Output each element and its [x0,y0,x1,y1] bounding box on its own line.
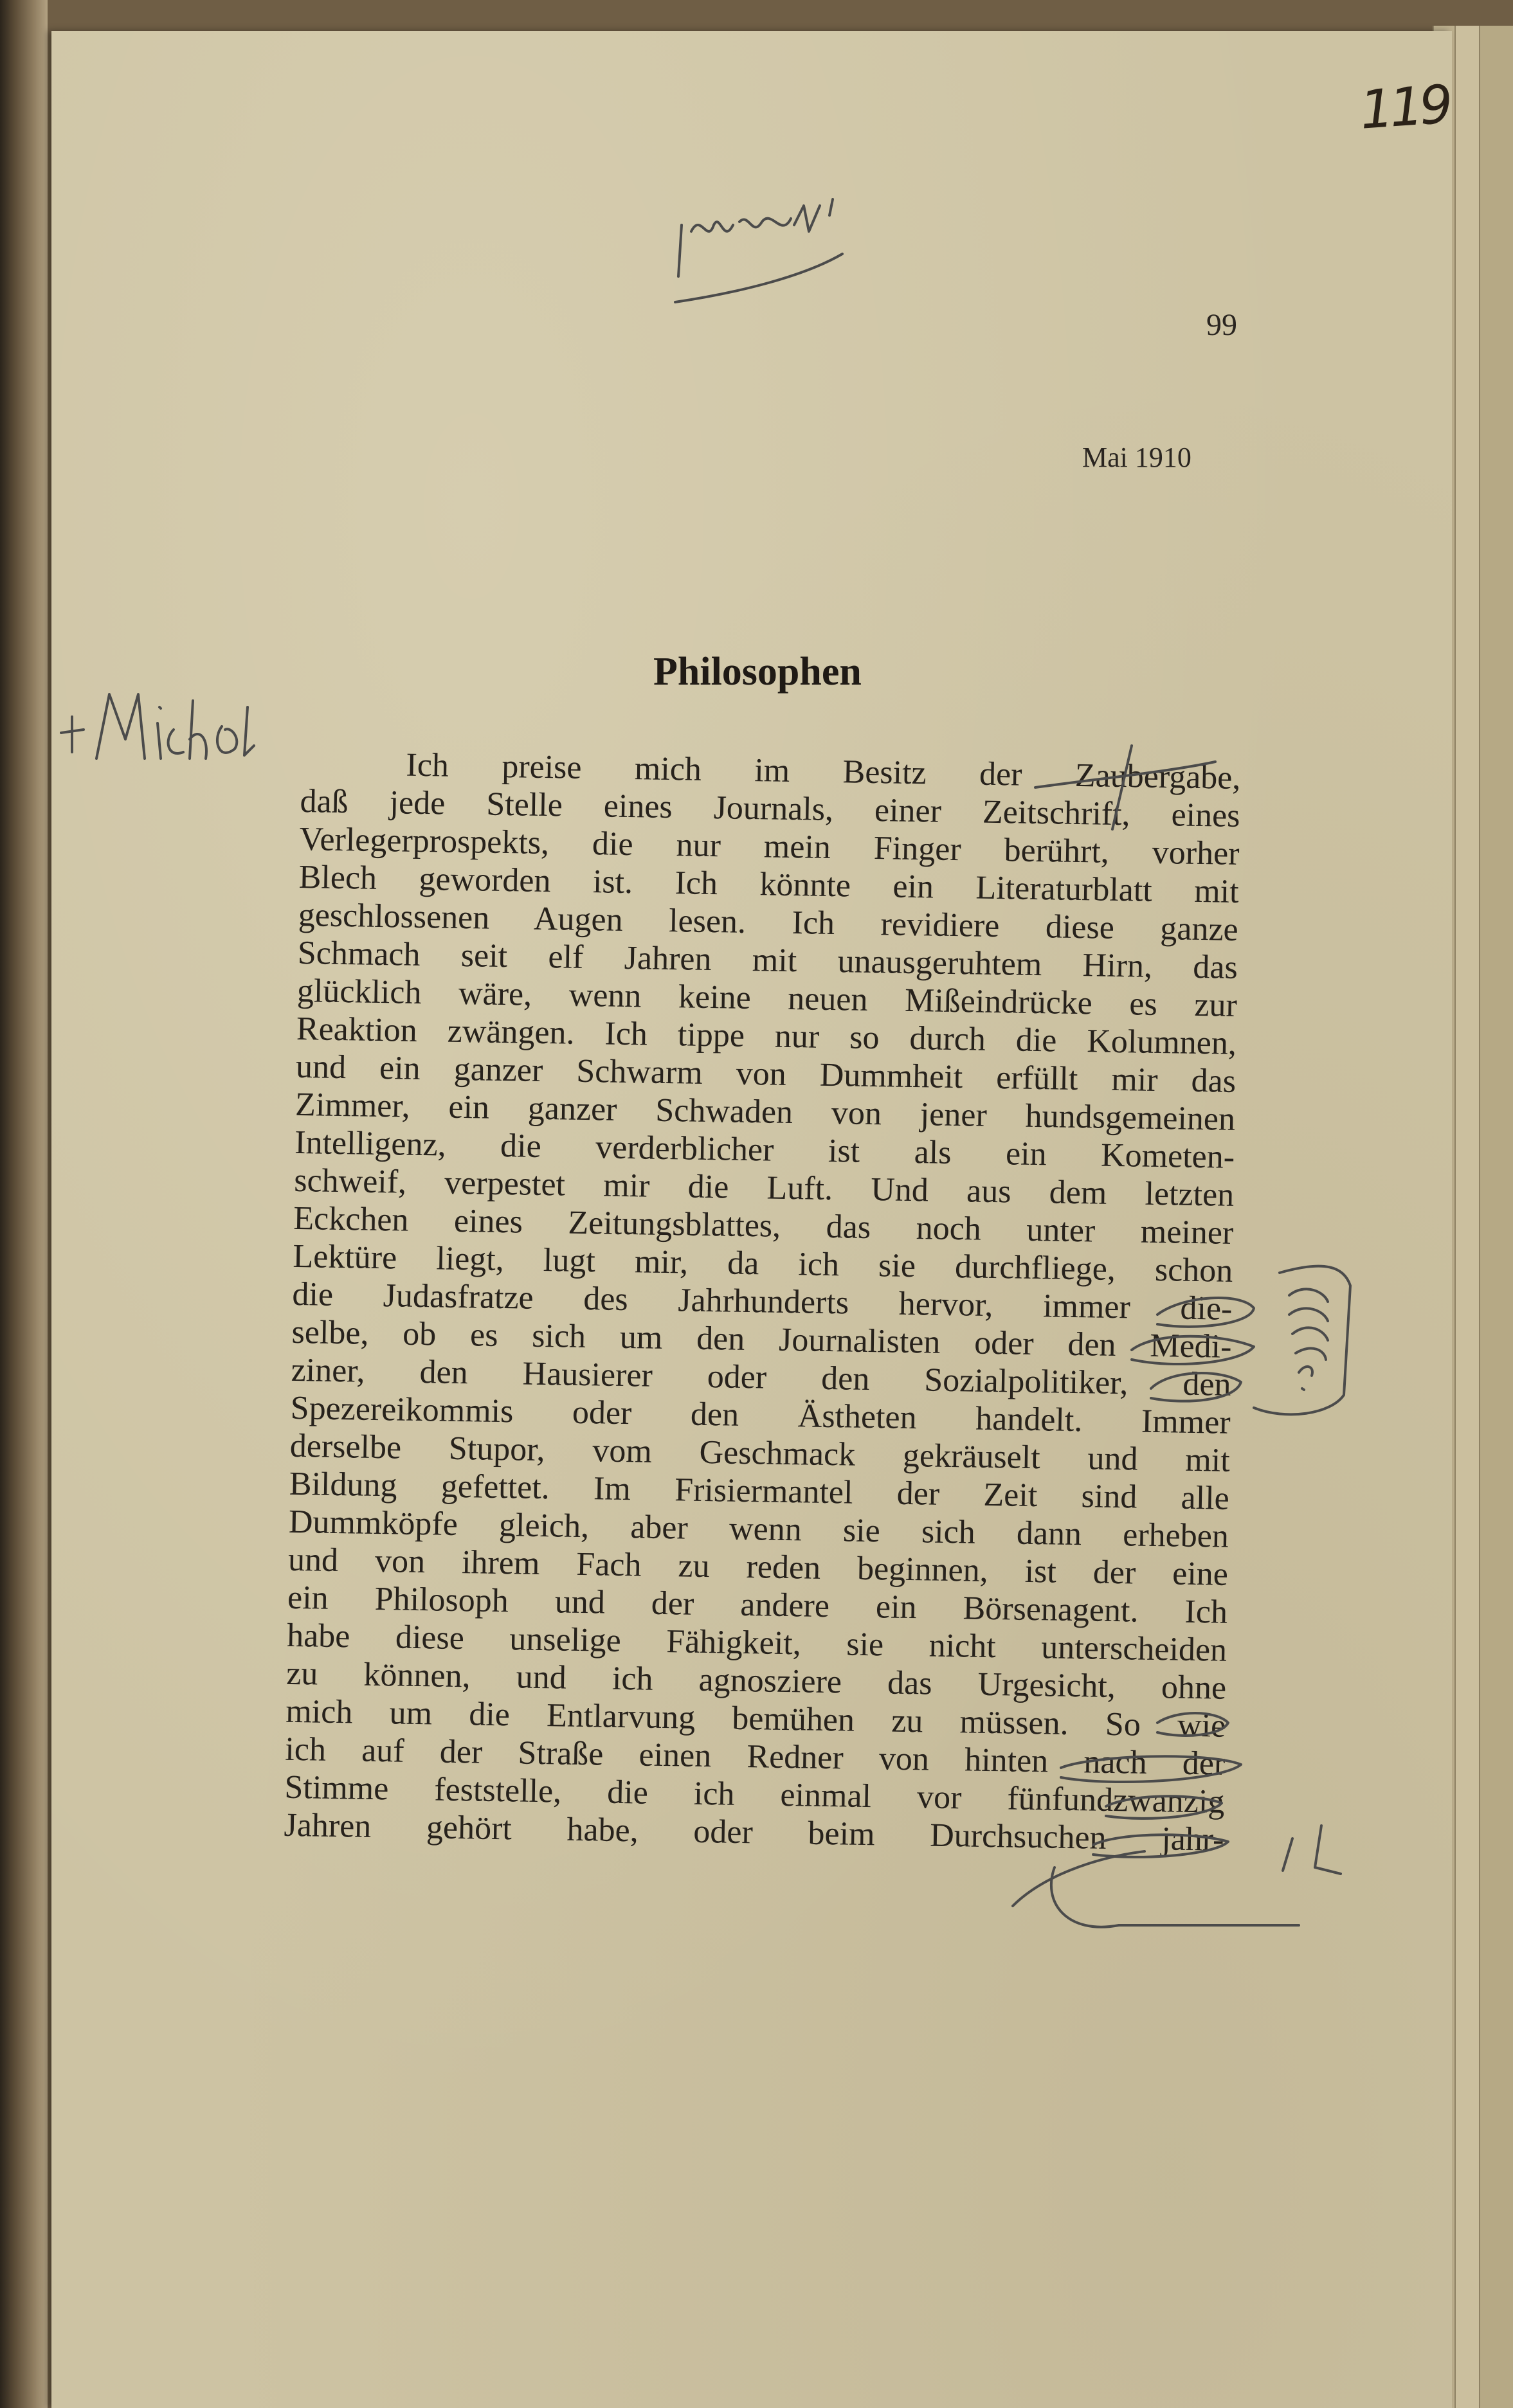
archive-folio-number: 119 [1357,74,1451,141]
issue-date: Mai 1910 [1082,442,1191,473]
body-line: Eckchen eines Zeitungsblattes, das noch unter meiner [293,1200,1234,1252]
body-line: Blech geworden ist. Ich könnte ein Literaturblatt mit [298,858,1240,910]
body-line: Lektüre liegt, lugt mir, da ich sie durchfliege, schon [293,1237,1233,1289]
body-line: ziner, den Hausierer oder den Sozialpolitiker, den [291,1351,1231,1403]
body-line: schweif, verpestet mir die Luft. Und aus dem letzten [293,1162,1235,1214]
article-title: Philosophen [653,650,862,694]
body-line: daß jede Stelle eines Journals, einer Zeitschrift, eines [300,782,1240,834]
body-line: Bildung gefettet. Im Frisiermantel der Zeit sind alle [289,1465,1230,1517]
body-line: Zimmer, ein ganzer Schwaden von jener hundsgemeinen [294,1086,1236,1138]
body-line: selbe, ob es sich um den Journalisten oder den Medi- [291,1313,1232,1365]
body-line: und ein ganzer Schwarm von Dummheit erfüllt mir das [295,1048,1237,1100]
body-line: Jahren gehört habe, oder beim Durchsuchen jahr- [284,1806,1224,1858]
article-body [284,744,1241,1859]
body-line: mich um die Entlarvung bemühen zu müssen. So wie [285,1693,1226,1745]
body-line: die Judasfratze des Jahrhunderts hervor, immer die- [292,1275,1233,1327]
body-line: Dummköpfe gleich, aber wenn sie sich dann erheben [288,1503,1229,1555]
book-binding-edge [0,0,48,2408]
body-line: ein Philosoph und der andere ein Börsenagent. Ich [287,1579,1228,1631]
body-line: Schmach seit elf Jahren mit unausgeruhtem Hirn, das [297,934,1238,986]
page-number: 99 [1206,308,1237,342]
body-line: geschlossenen Augen lesen. Ich revidiere diese ganze [298,896,1239,948]
body-line: glücklich wäre, wenn keine neuen Mißeindrücke es zur [296,972,1238,1024]
body-line: Ich preise mich im Besitz der Zaubergabe, [406,746,1241,796]
body-line: Spezereikommis oder den Ästheten handelt. Immer [290,1389,1231,1441]
body-line: Reaktion zwängen. Ich tippe nur so durch die Kolumnen, [296,1010,1237,1062]
body-line: zu können, und ich agnosziere das Urgesicht, ohne [285,1655,1227,1707]
body-line: derselbe Stupor, vom Geschmack gekräuselt und mit [289,1427,1231,1479]
body-line: Stimme feststelle, die ich einmal vor fünfundzwanzig [284,1768,1225,1820]
body-line: ich auf der Straße einen Redner von hinten nach der [284,1730,1226,1783]
underlying-page-edge [1479,26,1513,2408]
body-line: und von ihrem Fach zu reden beginnen, ist der eine [287,1541,1229,1593]
body-line: habe diese unselige Fähigkeit, sie nicht unterscheiden [286,1617,1228,1669]
body-line: Intelligenz, die verderblicher ist als ein Kometen- [294,1124,1235,1176]
body-line: Verlegerprospekts, die nur mein Finger berührt, vorher [299,820,1240,872]
